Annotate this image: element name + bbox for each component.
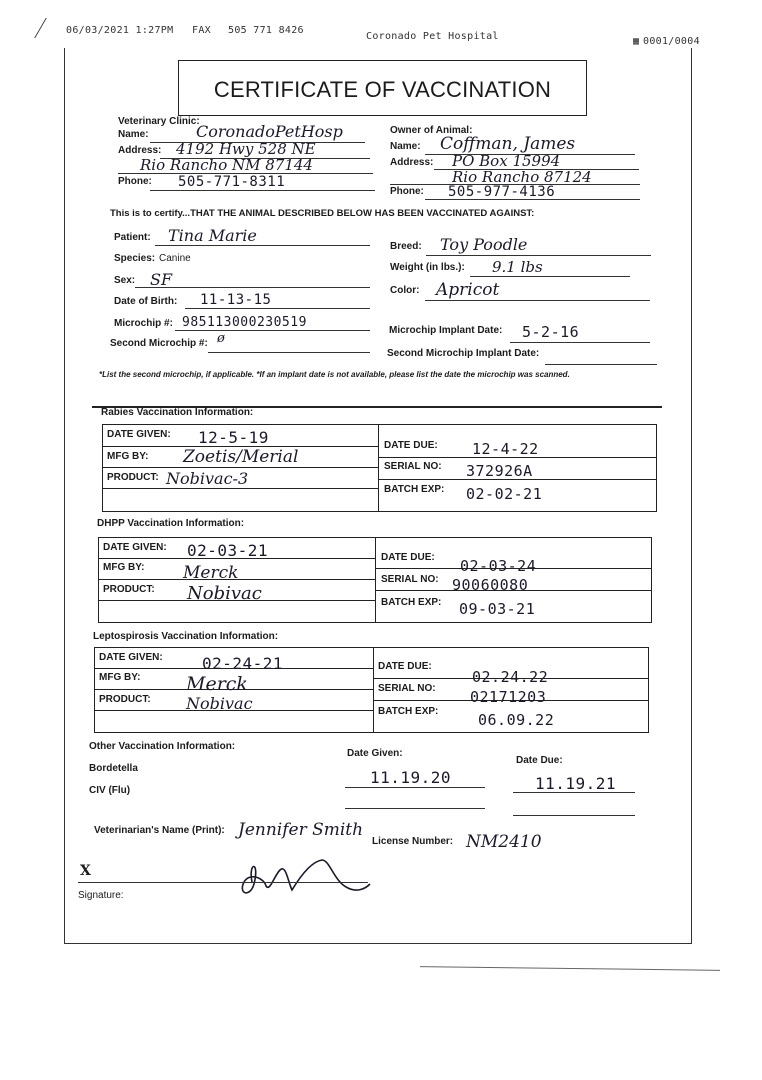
second-implant-date-line (545, 364, 657, 365)
rabies-section-title: Rabies Vaccination Information: (101, 407, 254, 418)
owner-phone-line (425, 199, 640, 200)
color-label: Color: (390, 285, 420, 296)
bordetella-date-given: 11.19.20 (370, 768, 452, 787)
rabies-serial-label: SERIAL NO: (384, 461, 442, 472)
lepto-date-given-label: DATE GIVEN: (99, 652, 163, 663)
owner-phone-label: Phone: (390, 186, 424, 197)
patient-label: Patient: (114, 232, 151, 243)
dhpp-date-due: 02-03-24 (460, 557, 537, 575)
dhpp-date-given-label: DATE GIVEN: (103, 542, 167, 553)
clinic-phone-value: 505-771-8311 (178, 174, 286, 190)
weight-line (470, 276, 630, 277)
sex-line (135, 287, 370, 288)
bordetella-label: Bordetella (89, 763, 138, 774)
rabies-date-given: 12-5-19 (198, 428, 269, 447)
lepto-serial-label: SERIAL NO: (378, 683, 436, 694)
sex-value: SF (150, 270, 173, 289)
bordetella-given-line (345, 787, 485, 788)
dhpp-product-label: PRODUCT: (103, 584, 155, 595)
signature-line (78, 882, 368, 883)
rabies-batch-exp: 02-02-21 (466, 485, 543, 503)
owner-name-value: Coffman, James (440, 134, 576, 154)
clinic-phone-line (150, 190, 375, 191)
lepto-batch-exp: 06.09.22 (478, 711, 555, 729)
lepto-batch-exp-label: BATCH EXP: (378, 706, 439, 717)
rabies-mfg: Zoetis/Merial (183, 447, 299, 467)
lepto-mfg: Merck (186, 673, 248, 695)
breed-value: Toy Poodle (440, 235, 528, 254)
lepto-table-divider (373, 648, 374, 732)
bordetella-due-line (513, 792, 635, 793)
fax-number: 505 771 8426 (228, 25, 304, 36)
microchip-label: Microchip #: (114, 318, 173, 329)
patient-value: Tina Marie (168, 226, 257, 245)
fax-timestamp: 06/03/2021 1:27PM (66, 25, 174, 36)
clinic-name-value: CoronadoPetHosp (196, 122, 343, 141)
second-microchip-line (208, 352, 370, 353)
lepto-date-due-label: DATE DUE: (378, 661, 432, 672)
other-date-due-label: Date Due: (516, 755, 563, 766)
owner-address-label: Address: (390, 157, 434, 168)
fax-label: FAX (192, 25, 211, 36)
dob-value: 11-13-15 (200, 292, 272, 308)
dob-label: Date of Birth: (114, 296, 178, 307)
rabies-date-due: 12-4-22 (472, 440, 539, 458)
dhpp-batch-exp: 09-03-21 (459, 600, 536, 618)
rabies-mfg-label: MFG BY: (107, 451, 149, 462)
dhpp-batch-exp-label: BATCH EXP: (381, 597, 442, 608)
dhpp-serial: 90060080 (452, 576, 529, 594)
breed-label: Breed: (390, 241, 422, 252)
scan-artifact-line (420, 966, 720, 971)
dhpp-product: Nobivac (187, 583, 262, 604)
civ-due-line (513, 815, 635, 816)
license-label: License Number: (372, 836, 454, 847)
rabies-date-given-label: DATE GIVEN: (107, 429, 171, 440)
rabies-batch-exp-label: BATCH EXP: (384, 484, 445, 495)
certify-text: This is to certify...THAT THE ANIMAL DESCRIBED BELOW HAS BEEN VACCINATED AGAINST: (110, 208, 535, 219)
dhpp-mfg: Merck (183, 563, 239, 583)
civ-label: CIV (Flu) (89, 785, 131, 796)
implant-date-value: 5-2-16 (522, 323, 580, 341)
species-label: Species: (114, 253, 156, 264)
clinic-address-line1: 4192 Hwy 528 NE (176, 140, 316, 158)
lepto-table (94, 647, 649, 733)
fax-page-icon: ▦ (633, 36, 640, 47)
sex-label: Sex: (114, 275, 136, 286)
lepto-date-due: 02.24.22 (472, 668, 549, 686)
implant-date-label: Microchip Implant Date: (389, 325, 503, 336)
fax-sender: Coronado Pet Hospital (366, 31, 499, 42)
color-line (425, 300, 650, 301)
dhpp-section-title: DHPP Vaccination Information: (97, 518, 245, 529)
signature-x-mark: X (80, 863, 91, 879)
owner-section-label: Owner of Animal: (390, 125, 473, 136)
breed-line (426, 255, 651, 256)
lepto-mfg-label: MFG BY: (99, 672, 141, 683)
microchip-note: *List the second microchip, if applicable. *If an implant date is not available, please list the date the microchip was scanned. (99, 370, 570, 379)
dhpp-date-given: 02-03-21 (187, 541, 269, 560)
owner-address-line2: Rio Rancho 87124 (452, 168, 592, 186)
vet-name-label: Veterinarian's Name (Print): (94, 825, 225, 836)
rabies-table-divider (378, 425, 379, 511)
owner-name-label: Name: (390, 141, 421, 152)
second-microchip-value: ø (217, 331, 225, 346)
clinic-address-line2: Rio Rancho NM 87144 (140, 156, 313, 174)
patient-line (155, 245, 370, 246)
clinic-address-label: Address: (118, 145, 162, 156)
page-title: CERTIFICATE OF VACCINATION (213, 77, 552, 102)
clinic-phone-label: Phone: (118, 176, 152, 187)
weight-value: 9.1 lbs (492, 258, 543, 276)
signature-label: Signature: (78, 890, 124, 901)
rabies-date-due-label: DATE DUE: (384, 440, 438, 451)
microchip-value: 985113000230519 (182, 315, 307, 330)
owner-address-line1: PO Box 15994 (452, 152, 561, 170)
fax-page-counter: 0001/0004 (643, 36, 700, 47)
color-value: Apricot (436, 280, 500, 300)
dhpp-table-divider (375, 538, 376, 622)
second-implant-date-label: Second Microchip Implant Date: (387, 348, 540, 359)
bordetella-date-due: 11.19.21 (535, 774, 617, 793)
other-date-given-label: Date Given: (347, 748, 403, 759)
lepto-date-given: 02-24-21 (202, 654, 284, 673)
implant-date-line (510, 342, 650, 343)
rabies-serial: 372926A (466, 462, 533, 480)
lepto-serial: 02171203 (470, 688, 547, 706)
rabies-product: Nobivac-3 (166, 469, 249, 488)
microchip-line (175, 330, 370, 331)
title-box (178, 60, 587, 116)
rabies-table-row-rule (103, 488, 378, 489)
signature-scribble (230, 852, 380, 902)
clinic-name-label: Name: (118, 129, 149, 140)
dhpp-date-due-label: DATE DUE: (381, 552, 435, 563)
clinic-section-label: Veterinary Clinic: (118, 116, 200, 127)
rabies-table-row-rule (103, 467, 378, 468)
rabies-product-label: PRODUCT: (107, 472, 159, 483)
rabies-table (102, 424, 657, 512)
other-section-title: Other Vaccination Information: (89, 741, 236, 752)
dhpp-table (98, 537, 652, 623)
owner-phone-value: 505-977-4136 (448, 184, 556, 200)
lepto-product-label: PRODUCT: (99, 694, 151, 705)
dob-line (185, 308, 370, 309)
civ-given-line (345, 808, 485, 809)
species-value: Canine (159, 253, 191, 264)
dhpp-mfg-label: MFG BY: (103, 562, 145, 573)
lepto-section-title: Leptospirosis Vaccination Information: (93, 631, 279, 642)
second-microchip-label: Second Microchip #: (110, 338, 208, 349)
weight-label: Weight (in lbs.): (390, 262, 465, 273)
vet-name-value: Jennifer Smith (238, 820, 364, 840)
lepto-product: Nobivac (186, 694, 253, 713)
license-value: NM2410 (466, 832, 542, 852)
dhpp-serial-label: SERIAL NO: (381, 574, 439, 585)
